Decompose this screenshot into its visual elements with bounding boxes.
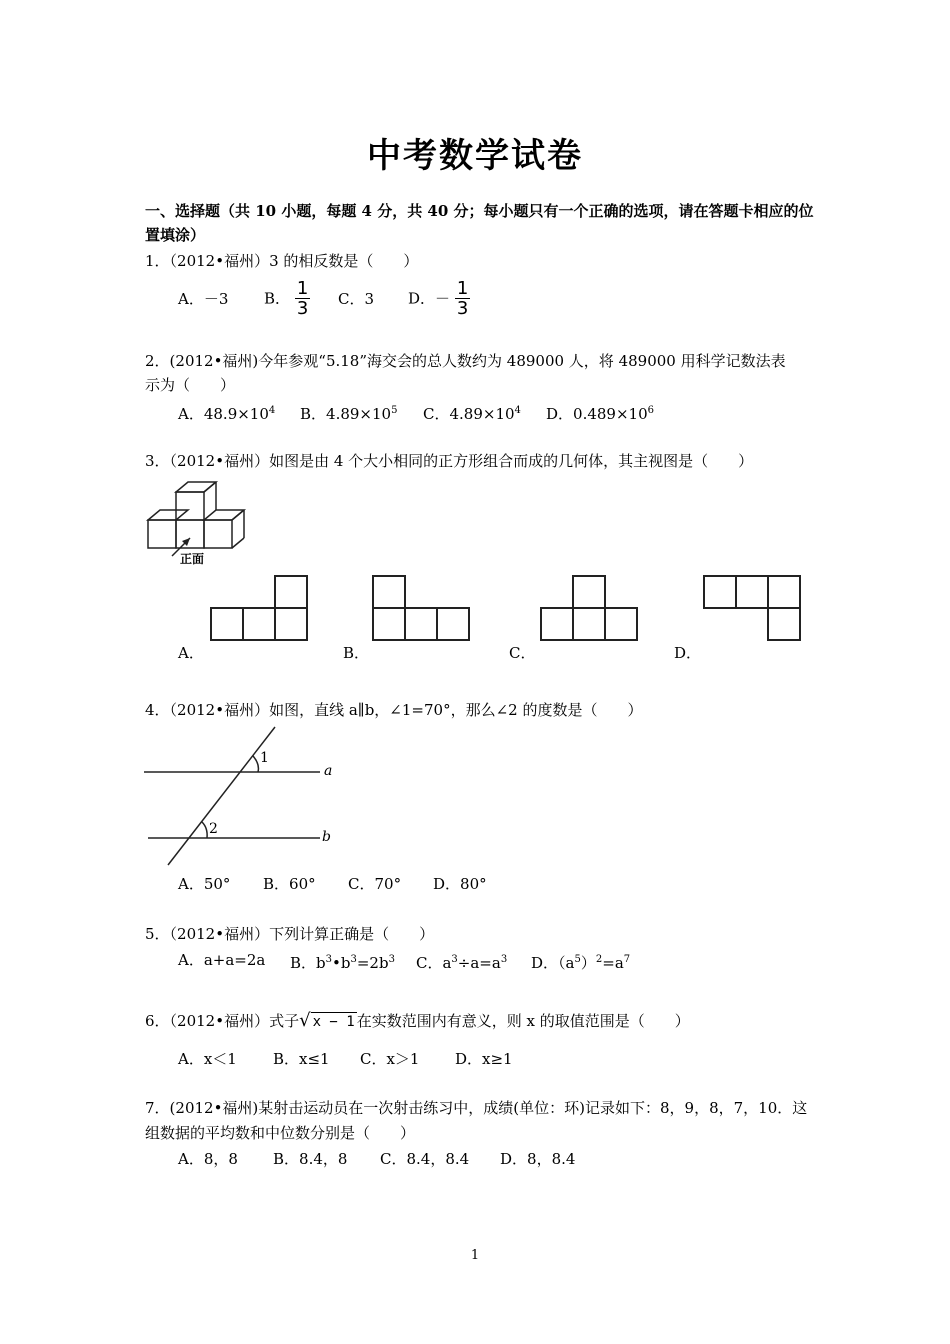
q4-line-a-label: a	[324, 763, 333, 779]
q4-option-a: A．50°	[178, 875, 231, 893]
q3-option-a: A．	[178, 644, 204, 662]
sqrt-sign: √	[299, 1010, 311, 1031]
q4-angle-2-label: 2	[209, 821, 218, 837]
q3-view-d	[701, 574, 803, 644]
question-2-line1: 2．(2012•福州)今年参观“5.18”海交会的总人数约为 489000 人，将 489000 用科学记数法表	[145, 352, 786, 370]
page-number: 1	[470, 1248, 480, 1263]
q5-option-c: C．$a^3\div a=a^3$	[416, 954, 508, 972]
q6-option-c: C．x＞1	[360, 1050, 420, 1068]
q2-option-d: D．$0.489\times 10^6$	[546, 405, 654, 423]
q2-option-b: B．$4.89\times 10^5$	[300, 405, 398, 423]
q5-option-d: D．$(a^5)^2=a^7$	[531, 954, 631, 972]
q7-option-d: D．8，8.4	[500, 1150, 576, 1168]
question-3-stem: 3．（2012•福州）如图是由 4 个大小相同的正方形组合而成的几何体，其主视图是（ ）	[145, 452, 754, 470]
page-title: 中考数学试卷	[367, 136, 583, 176]
q4-angle-1-label: 1	[260, 750, 269, 766]
q7-option-c: C．8.4，8.4	[380, 1150, 470, 1168]
q7-option-b: B．8.4，8	[273, 1150, 348, 1168]
question-2-line2: 示为（ ）	[145, 376, 236, 394]
q2-option-c: C．$4.89\times 10^4$	[423, 405, 521, 423]
question-6-stem: 6．（2012•福州）式子√ x − 1 在实数范围内有意义，则 x 的取值范围是（ ）	[145, 1010, 690, 1031]
q3-view-c	[538, 574, 640, 644]
q1-option-d: D．－ $\frac{1}{3}$	[408, 278, 469, 319]
question-4-stem: 4．（2012•福州）如图，直线 a∥b，∠1=70°，那么∠2 的度数是（ ）	[145, 701, 643, 719]
q1-option-c: C．3	[338, 290, 375, 308]
q5-option-b: B．$b^3•b^3=2b^3$	[290, 954, 395, 972]
q3-view-b	[370, 574, 472, 644]
q1-b-fraction: $\frac{1}{3}$	[296, 278, 309, 319]
q4-option-b: B．60°	[263, 875, 316, 893]
q7-option-a: A．8，8	[178, 1150, 238, 1168]
q1-option-b: B． $\frac{1}{3}$	[264, 278, 309, 319]
section-heading: 一、选择题（共 10 小题，每题 4 分，共 40 分；每小题只有一个正确的选项，请在答题卡相应的位置填涂）	[145, 202, 814, 244]
q3-option-d: D．	[674, 644, 702, 662]
q2-option-a: A．$48.9\times 10^4$	[178, 405, 276, 423]
q4-line-b-label: b	[322, 829, 331, 845]
q1-option-a: A．－3	[178, 290, 229, 308]
q3-option-b: B．	[343, 644, 370, 662]
q6-option-d: D．x≥1	[455, 1050, 513, 1068]
q6-radicand: x − 1	[312, 1014, 355, 1030]
question-5-stem: 5．（2012•福州）下列计算正确是（ ）	[145, 925, 435, 943]
question-1-stem: 1．（2012•福州）3 的相反数是（ ）	[145, 252, 419, 270]
q5-option-a: A．a+a=2a	[178, 951, 266, 969]
q4-option-c: C．70°	[348, 875, 402, 893]
q6-option-b: B．x≤1	[273, 1050, 330, 1068]
question-7-line2: 组数据的平均数和中位数分别是（ ）	[145, 1124, 416, 1142]
question-7-line1: 7．(2012•福州)某射击运动员在一次射击练习中，成绩(单位：环)记录如下：8，9，8，7，10．这	[145, 1099, 808, 1117]
q3-view-a	[208, 574, 308, 644]
q4-parallel-lines-figure	[140, 722, 340, 872]
q1-d-fraction: $\frac{1}{3}$	[456, 278, 469, 319]
q3-option-c: C．	[509, 644, 536, 662]
q6-option-a: A．x＜1	[178, 1050, 237, 1068]
q3-front-label: 正面	[180, 552, 205, 566]
q4-option-d: D．80°	[433, 875, 487, 893]
